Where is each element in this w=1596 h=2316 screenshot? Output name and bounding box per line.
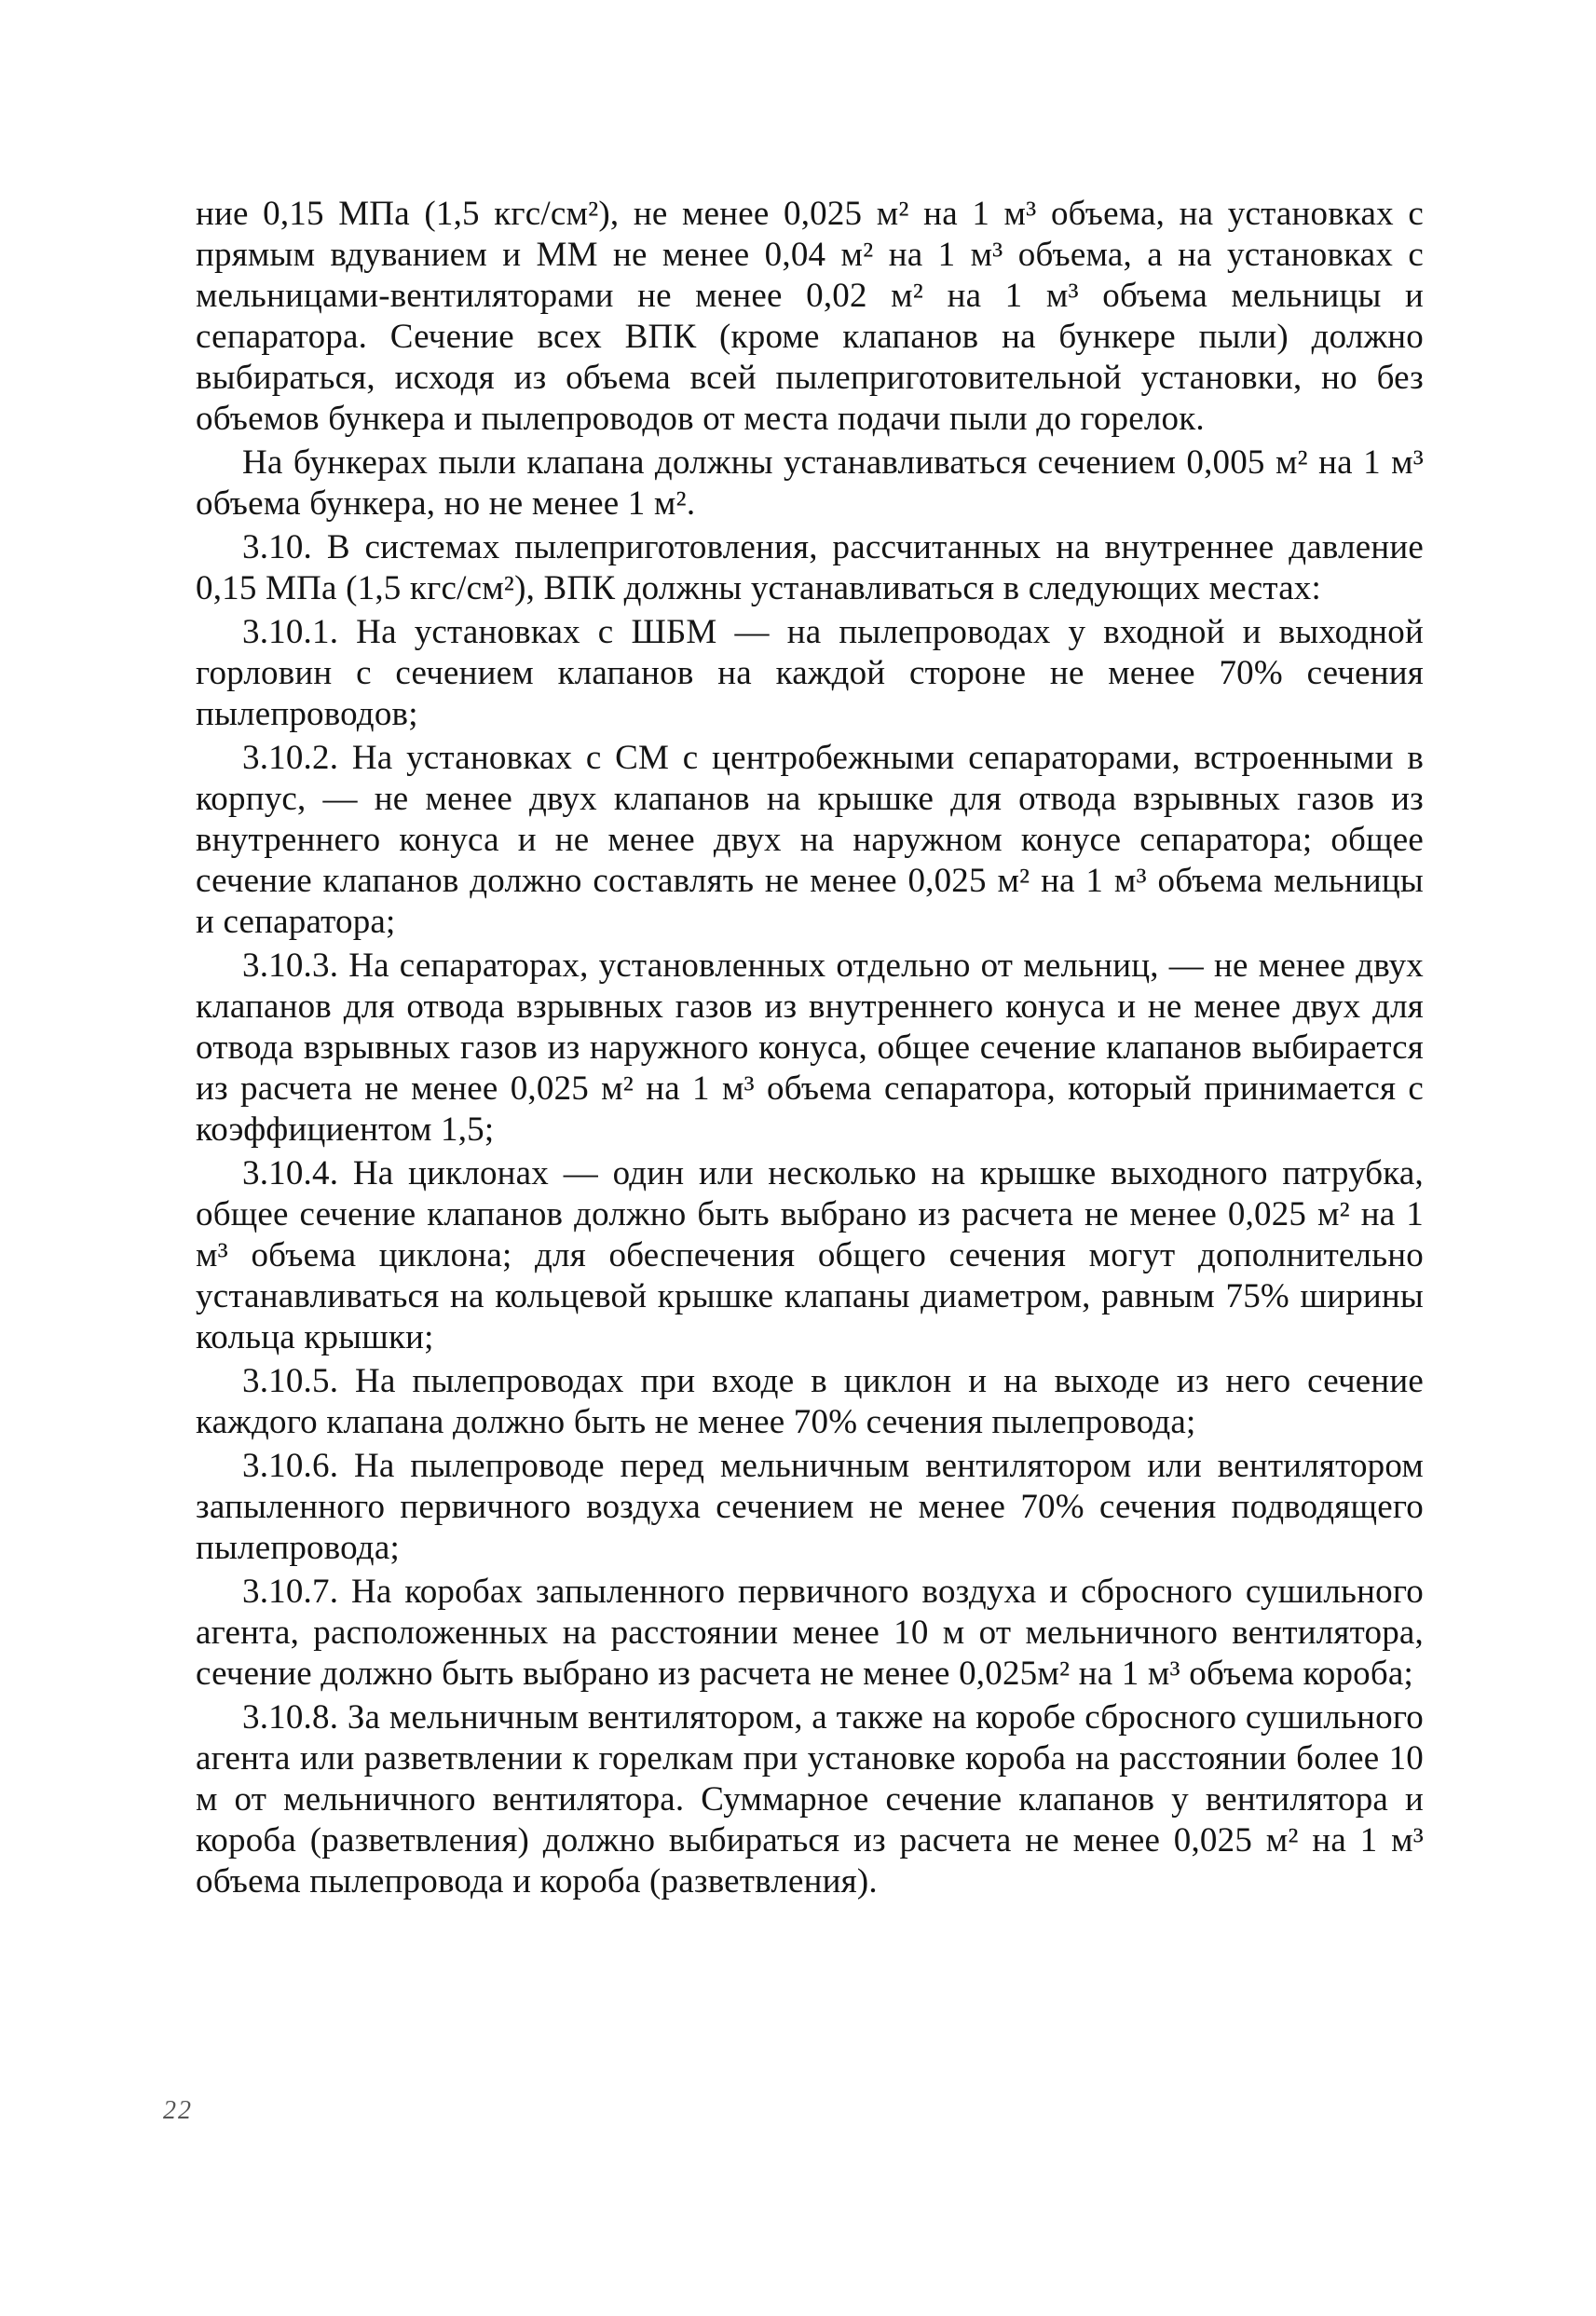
paragraph-3-10-6: 3.10.6. На пылепроводе перед мельничным вентилятором или вентилятором запыленного первичного воздуха сечением не менее 70% сечения подводящего пылепровода; (196, 1447, 1424, 1567)
document-page (196, 194, 1424, 1902)
paragraph-3-10-7: 3.10.7. На коробах запыленного первичного воздуха и сбросного сушильного агента, расположенных на расстоянии менее 10 м от мельничного вентилятора, сечение должно быть выбрано из расчета не менее 0,025м² на 1 м³ объема короба; (196, 1573, 1424, 1693)
paragraph-3-10-3: 3.10.3. На сепараторах, установленных отдельно от мельниц, — не менее двух клапанов для отвода взрывных газов из внутреннего конуса и не менее двух для отвода взрывных газов из наружного конуса, общее сечение клапанов выбирается из расчета не менее 0,025 м² на 1 м³ объема сепаратора, который принимается с коэффициентом 1,5; (196, 947, 1424, 1149)
paragraph-3-10-1: 3.10.1. На установках с ШБМ — на пылепроводах у входной и выходной горловин с сечением клапанов на каждой стороне не менее 70% сечения пылепроводов; (196, 613, 1424, 733)
paragraph-continuation: ние 0,15 МПа (1,5 кгс/см²), не менее 0,025 м² на 1 м³ объема, на установках с прямым вдуванием и ММ не менее 0,04 м² на 1 м³ объема, а на установках с мельницами-вентиляторами не менее 0,02 м² на 1 м³ объема мельницы и сепаратора. Сечение всех ВПК (кроме клапанов на бункере пыли) должно выбираться, исходя из объема всей пылеприготовительной установки, но без объемов бункера и пылепроводов от места подачи пыли до горелок. (196, 195, 1424, 438)
paragraph-bunker-valves: На бункерах пыли клапана должны устанавливаться сечением 0,005 м² на 1 м³ объема бункера, но не менее 1 м². (196, 443, 1424, 523)
paragraph-3-10: 3.10. В системах пылеприготовления, рассчитанных на внутреннее давление 0,15 МПа (1,5 кгс/см²), ВПК должны устанавливаться в следующих местах: (196, 528, 1424, 607)
paragraph-3-10-4: 3.10.4. На циклонах — один или несколько на крышке выходного патрубка, общее сечение клапанов должно быть выбрано из расчета не менее 0,025 м² на 1 м³ объема циклона; для обеспечения общего сечения могут дополнительно устанавливаться на кольцевой крышке клапаны диаметром, равным 75% ширины кольца крышки; (196, 1154, 1424, 1356)
paragraph-3-10-8: 3.10.8. За мельничным вентилятором, а также на коробе сбросного сушильного агента или разветвлении к горелкам при установке короба на расстоянии более 10 м от мельничного вентилятора. Суммарное сечение клапанов у вентилятора и короба (разветвления) должно выбираться из расчета не менее 0,025 м² на 1 м³ объема пылепровода и короба (разветвления). (196, 1698, 1424, 1900)
page-number: 22 (163, 2096, 193, 2125)
paragraph-3-10-2: 3.10.2. На установках с СМ с центробежными сепараторами, встроенными в корпус, — не менее двух клапанов на крышке для отвода взрывных газов из внутреннего конуса и не менее двух на наружном конусе сепаратора; общее сечение клапанов должно составлять не менее 0,025 м² на 1 м³ объема мельницы и сепаратора; (196, 739, 1424, 941)
paragraph-3-10-5: 3.10.5. На пылепроводах при входе в циклон и на выходе из него сечение каждого клапана должно быть не менее 70% сечения пылепровода; (196, 1362, 1424, 1441)
